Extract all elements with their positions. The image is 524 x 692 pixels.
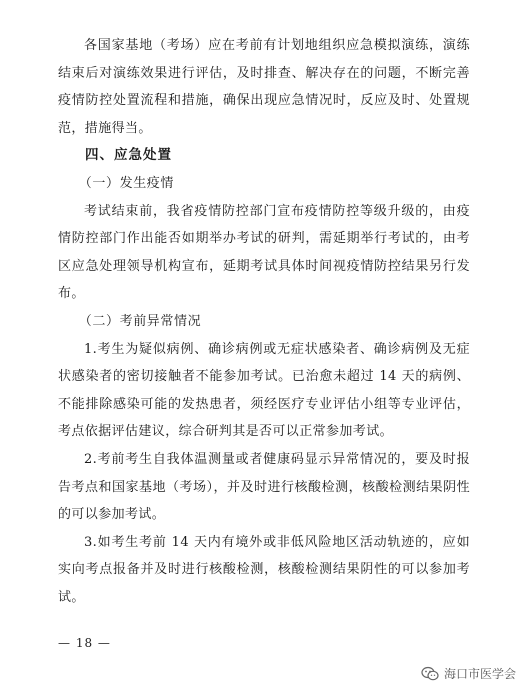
paragraph-item-1: 1.考生为疑似病例、确诊病例或无症状感染者、确诊病例及无症状感染者的密切接触者不能参加考试。已治愈未超过 14 天的病例、不能排除感染可能的发热患者，须经医疗专业评估小组等专业评估，考点依据评估建议，综合研判其是否可以正常参加考试。 [58,341,470,440]
watermark-text: 海口市医学会 [443,667,516,681]
subsection-pre-exam-anomaly: （二）考前异常情况 [78,313,202,329]
paragraph-drill: 各国家基地（考场）应在考前有计划地组织应急模拟演练，演练结束后对演练效果进行评估，及时排查、解决存在的问题，不断完善疫情防控处置流程和措施，确保出现应急情况时，反应及时、处置规范，措施得当。 [58,38,470,136]
section-heading-emergency: 四、应急处置 [85,147,172,164]
watermark [421,665,516,682]
page-number: — 18 — [58,636,111,650]
paragraph-item-2: 2.考前考生自我体温测量或者健康码显示异常情况的，要及时报告考点和国家基地（考场），并及时进行核酸检测，核酸检测结果阴性的可以参加考试。 [58,451,470,523]
subsection-outbreak: （一）发生疫情 [78,175,174,191]
paragraph-item-3: 3.如考生考前 14 天内有境外或非低风险地区活动轨迹的，应如实向考点报备并及时进行核酸检测，核酸检测结果阴性的可以参加考试。 [58,534,470,605]
wechat-icon [421,666,439,682]
paragraph-outbreak: 考试结束前，我省疫情防控部门宣布疫情防控等级升级的，由疫情防控部门作出能否如期举办考试的研判，需延期举行考试的，由考区应急处理领导机构宣布，延期考试具体时间视疫情防控结果另行发布。 [58,203,470,302]
document-body [58,32,470,611]
